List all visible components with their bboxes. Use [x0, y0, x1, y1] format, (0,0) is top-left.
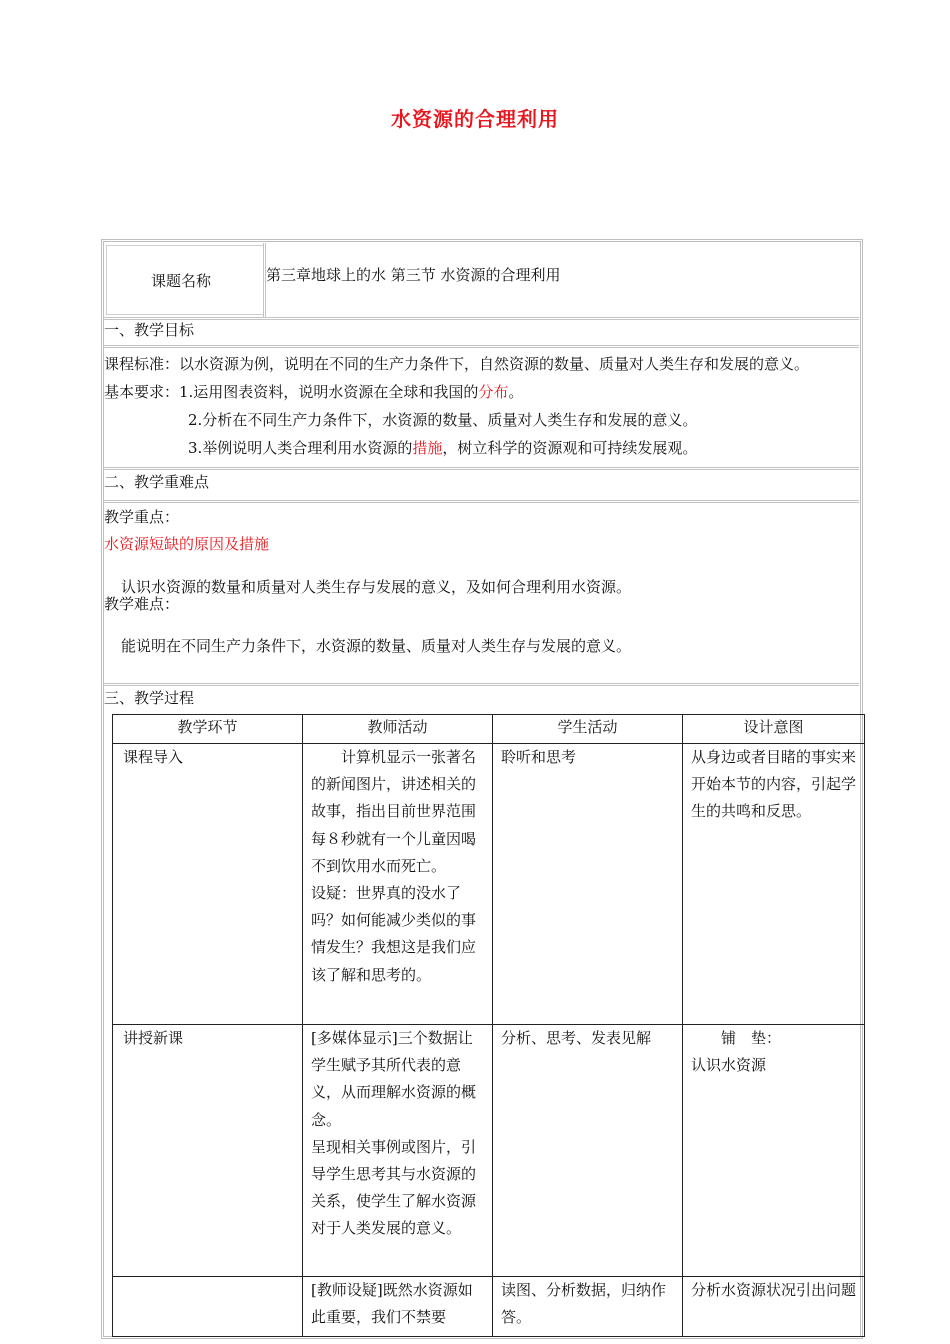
header-student: 学生活动: [493, 715, 683, 744]
focus-label: 教学重点：: [104, 508, 180, 526]
focus-text: 认识水资源的数量和质量对人类生存与发展的意义，及如何合理利用水资源。: [121, 578, 632, 596]
teacher-cell: 计算机显示一张著名的新闻图片，讲述相关的故事，指出目前世界范围每８秒就有一个儿童因喝不到饮用水而死亡。 设疑：世界真的没水了吗？如何能减少类似的事情发生？我想这是我们应该了解和思考的。: [303, 744, 493, 1025]
student-cell: 聆听和思考: [493, 744, 683, 1025]
table-row: [113, 744, 865, 1025]
divider-line: [103, 345, 859, 348]
header-teacher: 教师活动: [303, 715, 493, 744]
process-heading: 三、教学过程: [104, 689, 195, 707]
focus-red-text: 水资源短缺的原因及措施: [104, 535, 270, 553]
student-cell: 读图、分析数据，归纳作答。: [493, 1277, 683, 1337]
key-points-heading: 二、教学重难点: [104, 473, 210, 491]
divider-line: [103, 500, 859, 503]
stage-cell: [113, 1277, 303, 1337]
intent-cell: 铺 垫： 认识水资源: [683, 1025, 865, 1277]
student-cell: 分析、思考、发表见解: [493, 1025, 683, 1277]
teacher-cell: [教师设疑]既然水资源如此重要，我们不禁要: [303, 1277, 493, 1337]
difficulty-label: 教学难点：: [104, 595, 180, 613]
basic-requirement-3: 3.举例说明人类合理利用水资源的措施，树立科学的资源观和可持续发展观。: [188, 439, 698, 457]
table-row: [113, 1025, 865, 1277]
intent-cell: 从身边或者目睹的事实来开始本节的内容，引起学生的共鸣和反思。: [683, 744, 865, 1025]
table-row: [113, 1277, 865, 1337]
divider-line: [103, 467, 859, 470]
curriculum-standard: 课程标准：以水资源为例，说明在不同的生产力条件下，自然资源的数量、质量对人类生存和发展的意义。: [104, 355, 810, 373]
page-title: 水资源的合理利用: [391, 107, 559, 131]
stage-cell: 讲授新课: [113, 1025, 303, 1277]
course-name-label: 课题名称: [151, 272, 212, 290]
header-stage: 教学环节: [113, 715, 303, 744]
basic-requirement-2: 2.分析在不同生产力条件下，水资源的数量、质量对人类生存和发展的意义。: [188, 411, 698, 429]
divider-line: [103, 317, 859, 320]
intent-cell: 分析水资源状况引出问题: [683, 1277, 865, 1337]
course-name-value: 第三章地球上的水 第三节 水资源的合理利用: [266, 266, 561, 284]
objectives-heading: 一、教学目标: [104, 321, 195, 339]
table-header-row: [113, 715, 865, 744]
header-intent: 设计意图: [683, 715, 865, 744]
teacher-cell: [多媒体显示]三个数据让学生赋予其所代表的意义，从而理解水资源的概念。 呈现相关事例或图片，引导学生思考其与水资源的关系，使学生了解水资源对于人类发展的意义。: [303, 1025, 493, 1277]
process-table: [112, 714, 865, 1337]
difficulty-text: 能说明在不同生产力条件下，水资源的数量、质量对人类生存与发展的意义。: [121, 637, 632, 655]
basic-requirement-1: 基本要求：1.运用图表资料，说明水资源在全球和我国的分布。: [104, 383, 524, 401]
divider-line: [103, 683, 859, 686]
stage-cell: 课程导入: [113, 744, 303, 1025]
